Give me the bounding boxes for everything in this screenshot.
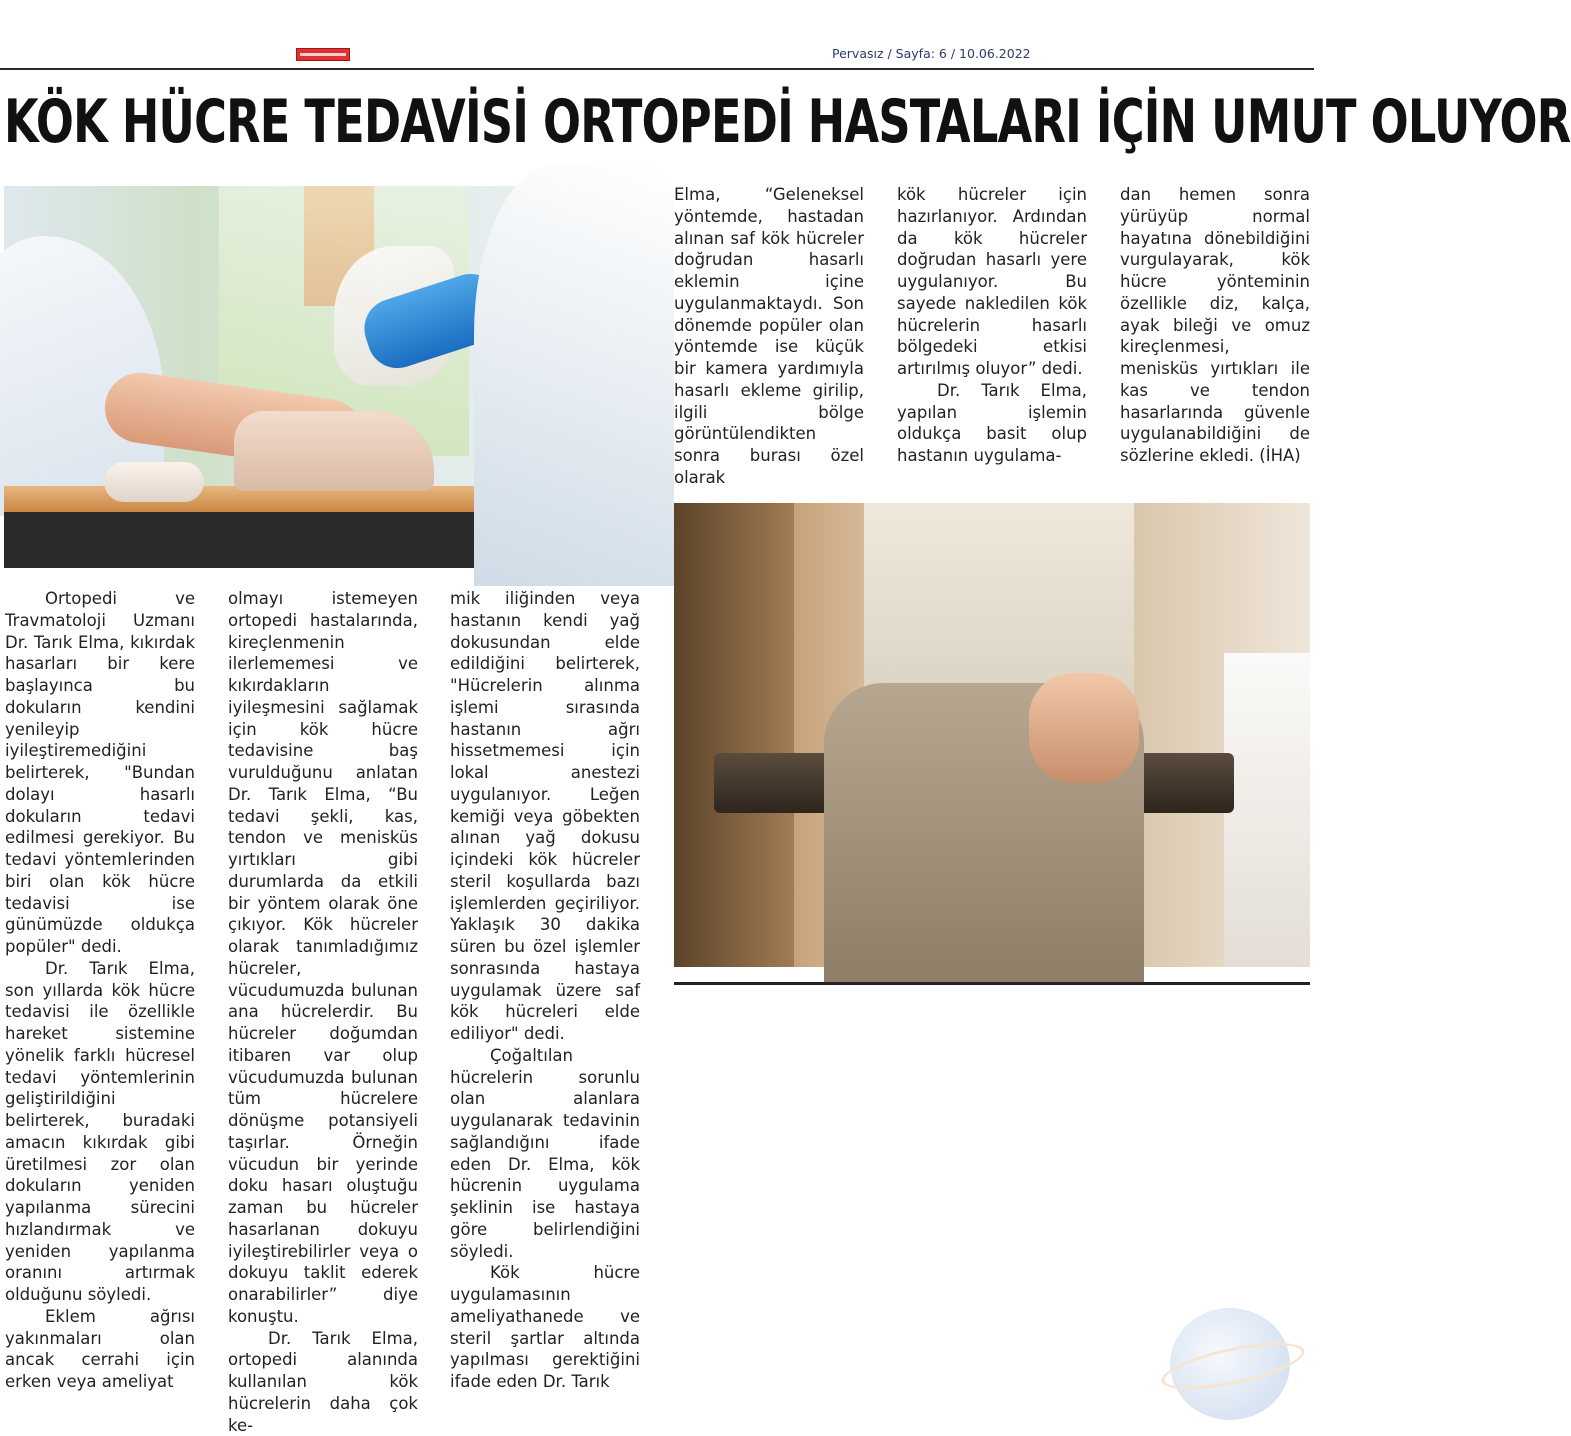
paragraph: Dr. Tarık Elma, yapılan işlemin oldukça basit olup hastanın uygulama-: [897, 380, 1087, 467]
paragraph: Eklem ağrısı yakınmaları olan ancak cerrahi için erken veya ameliyat: [5, 1306, 195, 1393]
article-column-2: [228, 588, 418, 1418]
article-headline: KÖK HÜCRE TEDAVİSİ ORTOPEDİ HASTALARI İÇİN UMUT OLUYOR: [4, 92, 977, 152]
paragraph: Dr. Tarık Elma, son yıllarda kök hücre tedavisi ile özellikle hareket sistemine yönelik farklı hücresel tedavi yöntemlerinin geliştirildiğini belirterek, buradaki amacın kıkırdak gibi üretilmesi zor olan dokuların yeniden yapılanma sürecini hızlandırmak ve yeniden yapılanma oranını artırmak olduğunu söyledi.: [5, 958, 195, 1306]
paragraph: Dr. Tarık Elma, ortopedi alanında kullanılan kök hücrelerin daha çok ke-: [228, 1328, 418, 1436]
paragraph: Elma, “Geleneksel yöntemde, hastadan alınan saf kök hücreler doğrudan hasarlı eklemin içine uygulanmaktaydı. Son dönemde popüler olan yöntemde ise küçük bir kamera yardımıyla hasarlı ekleme girilip, ilgili bölge görüntülendikten sonra burası özel olarak: [674, 184, 864, 489]
article-column-1: [5, 588, 195, 1418]
page-reference: Pervasız / Sayfa: 6 / 10.06.2022: [832, 46, 1031, 61]
article-end-rule: [674, 982, 1310, 985]
article-column-4: [674, 184, 864, 494]
article-column-6: [1120, 184, 1310, 494]
newspaper-logo: [296, 48, 350, 61]
paragraph: kök hücreler için hazırlanıyor. Ardından da kök hücreler doğrudan hasarlı yere uygulanıyor. Bu sayede nakledilen kök hücrelerin hasarlı bölgedeki etkisi artırılmış oluyor” dedi.: [897, 184, 1087, 380]
article-column-5: [897, 184, 1087, 494]
header-rule: [0, 68, 1314, 70]
elderly-person-knee-pain-photo: [674, 503, 1310, 967]
paragraph: mik iliğinden veya hastanın kendi yağ dokusundan elde edildiğini belirterek, "Hücrelerin alınma işlemi sırasında hastanın ağrı hissetmemesi için lokal anestezi uygulanıyor. Leğen kemiği veya göbekten alınan yağ dokusu içindeki kök hücreler steril koşullarda bazı işlemlerden geçiriliyor. Yaklaşık 30 dakika süren bu özel işlemler sonrasında hastaya uygulamak üzere saf kök hücreleri elde ediliyor" dedi.: [450, 588, 640, 1045]
doctor-foot-bandage-photo: [4, 186, 640, 568]
article-column-3: [450, 588, 640, 1418]
paragraph: dan hemen sonra yürüyüp normal hayatına dönebildiğini vurgulayarak, kök hücre yönteminin özellikle diz, kalça, ayak bileği ve omuz kireçlenmesi, menisküs yırtıkları ile kas ve tendon hasarlarında güvenle uygulanabildiğini de sözlerine ekledi. (İHA): [1120, 184, 1310, 467]
paragraph: Ortopedi ve Travmatoloji Uzmanı Dr. Tarık Elma, kıkırdak hasarları bir kere başlayınca bu dokuların kendini yenileyip iyileştiremediğini belirterek, "Bundan dolayı hasarlı dokuların tedavi edilmesi gerekiyor. Bu tedavi yöntemlerinden biri olan kök hücre tedavisi ise günümüzde oldukça popüler" dedi.: [5, 588, 195, 958]
globe-watermark-icon: [1170, 1308, 1290, 1420]
paragraph: Çoğaltılan hücrelerin sorunlu olan alanlara uygulanarak tedavinin sağlandığını ifade eden Dr. Elma, kök hücrenin uygulama şeklinin ise hastaya göre belirlendiğini söyledi.: [450, 1045, 640, 1263]
paragraph: olmayı istemeyen ortopedi hastalarında, kireçlenmenin ilerlememesi ve kıkırdakların iyileşmesini sağlamak için kök hücre tedavisine baş vurulduğunu anlatan Dr. Tarık Elma, “Bu tedavi şekli, kas, tendon ve menisküs yırtıkları gibi durumlarda da etkili bir yöntem olarak öne çıkıyor. Kök hücreler olarak tanımladığımız hücreler, vücudumuzda bulunan ana hücrelerdir. Bu hücreler doğumdan itibaren var olup vücudumuzda bulunan tüm hücrelere dönüşme potansiyeli taşırlar. Örneğin vücudun bir yerinde doku hasarı oluştuğu zaman bu hücreler hasarlanan dokuyu iyileştirebilirler veya o dokuyu taklit ederek onarabilirler” diye konuştu.: [228, 588, 418, 1328]
paragraph: Kök hücre uygulamasının ameliyathanede ve steril şartlar altında yapılması gerektiğini ifade eden Dr. Tarık: [450, 1262, 640, 1393]
